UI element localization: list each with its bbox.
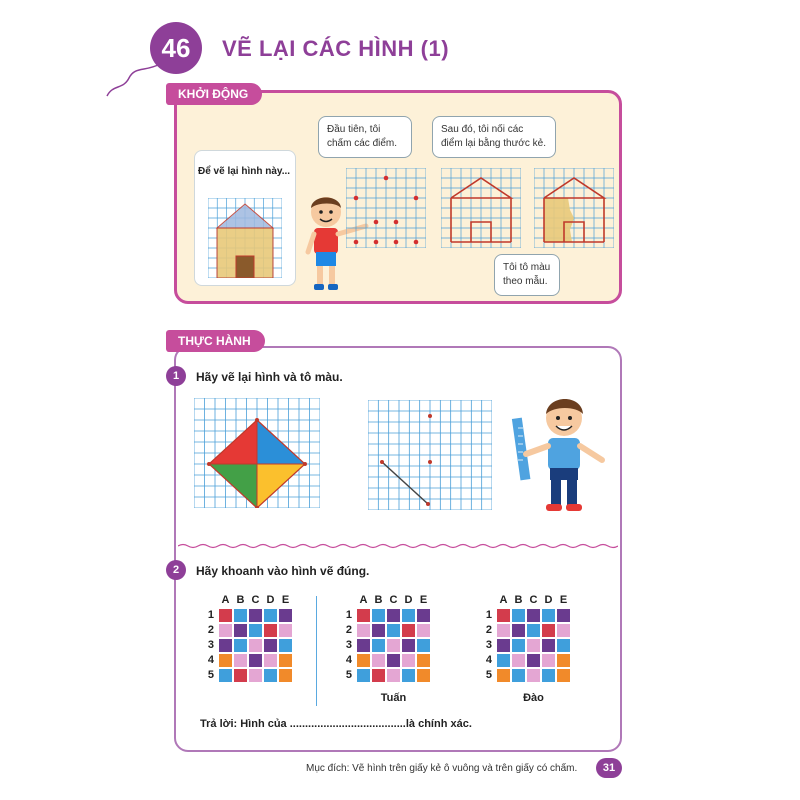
quilt-cell	[496, 623, 511, 638]
quilt-cell	[511, 638, 526, 653]
exercise-2-instruction: Hãy khoanh vào hình vẽ đúng.	[196, 564, 370, 578]
quilt-cell	[218, 653, 233, 668]
quilt-cell	[541, 608, 556, 623]
quilt-cell	[356, 623, 371, 638]
quilt-cell	[401, 638, 416, 653]
quilt-cell	[541, 668, 556, 683]
quilt-pattern-3	[478, 594, 576, 706]
col-label: B	[236, 594, 245, 606]
page-number: 31	[596, 758, 622, 778]
quilt-cell	[541, 638, 556, 653]
practice-tag: THỰC HÀNH	[166, 330, 265, 352]
bubble-connect-step: Sau đó, tôi nối các điểm lại bằng thước kẻ.	[432, 116, 556, 158]
column-labels	[496, 594, 574, 606]
quilt-cell	[386, 653, 401, 668]
quilt-cell	[416, 653, 431, 668]
quilt-cell	[278, 608, 293, 623]
row-label: 4	[207, 654, 214, 666]
balloon-string	[105, 60, 165, 100]
quilt-cell	[556, 623, 571, 638]
col-label: B	[374, 594, 383, 606]
quilt-cell	[496, 668, 511, 683]
section-divider	[178, 543, 618, 549]
quilt-cell	[496, 638, 511, 653]
answer-line[interactable]: Trả lời: Hình của ......................................là chính xác.	[200, 718, 472, 730]
quilt-cell	[263, 623, 278, 638]
quilt-cell	[278, 638, 293, 653]
quilt-cell	[263, 668, 278, 683]
quilt-cell	[401, 623, 416, 638]
row-label: 5	[485, 669, 492, 681]
row-label: 3	[207, 639, 214, 651]
quilt-cell	[218, 608, 233, 623]
warmup-coloring-grid	[534, 168, 614, 248]
col-label: C	[529, 594, 538, 606]
quilt-cell	[401, 653, 416, 668]
quilt-cell	[386, 638, 401, 653]
quilt-cell	[556, 653, 571, 668]
quilt-cell	[233, 653, 248, 668]
quilt-cell	[263, 638, 278, 653]
quilt-grid[interactable]	[218, 608, 293, 683]
quilt-cell	[496, 653, 511, 668]
lesson-number-badge: 46	[150, 22, 202, 74]
quilt-cell	[278, 653, 293, 668]
row-label: 4	[345, 654, 352, 666]
quilt-cell	[511, 668, 526, 683]
row-label: 2	[345, 624, 352, 636]
quilt-cell	[233, 623, 248, 638]
row-label: 1	[485, 609, 492, 621]
quilt-cell	[371, 653, 386, 668]
quilt-owner-name: Tuấn	[380, 692, 407, 704]
row-labels	[478, 608, 492, 684]
row-labels	[338, 608, 352, 684]
col-label: B	[514, 594, 523, 606]
quilt-cell	[386, 668, 401, 683]
quilt-cell	[218, 668, 233, 683]
quilt-pattern-1	[200, 594, 298, 686]
quilt-cell	[401, 608, 416, 623]
column-labels	[218, 594, 296, 606]
quilt-cell	[541, 653, 556, 668]
diamond-practice-grid	[368, 400, 492, 510]
quilt-owner-name: Đào	[523, 692, 544, 704]
col-label: E	[419, 594, 428, 606]
row-label: 2	[485, 624, 492, 636]
quilt-cell	[526, 653, 541, 668]
col-label: E	[281, 594, 290, 606]
quilt-cell	[371, 623, 386, 638]
quilt-cell	[278, 668, 293, 683]
boy-with-ruler-icon	[510, 388, 610, 514]
quilt-cell	[356, 638, 371, 653]
bubble-first-step: Đầu tiên, tôi chấm các điểm.	[318, 116, 412, 158]
row-label: 1	[207, 609, 214, 621]
quilt-cell	[541, 623, 556, 638]
warmup-outline-grid	[441, 168, 521, 248]
row-label: 3	[345, 639, 352, 651]
diamond-model-grid	[194, 398, 320, 508]
quilt-cell	[526, 608, 541, 623]
quilt-cell	[556, 638, 571, 653]
quilt-cell	[356, 668, 371, 683]
exercise-2-number: 2	[166, 560, 186, 580]
quilt-cell	[526, 638, 541, 653]
col-label: A	[499, 594, 508, 606]
quilt-cell	[233, 638, 248, 653]
quilt-cell	[371, 608, 386, 623]
quilt-grid[interactable]	[356, 608, 431, 683]
quilt-cell	[248, 623, 263, 638]
col-label: C	[389, 594, 398, 606]
warmup-dot-grid	[346, 168, 426, 248]
quilt-cell	[248, 668, 263, 683]
row-label: 5	[207, 669, 214, 681]
quilt-cell	[248, 608, 263, 623]
row-label: 5	[345, 669, 352, 681]
exercise-1-instruction: Hãy vẽ lại hình và tô màu.	[196, 370, 343, 384]
quilt-cell	[416, 623, 431, 638]
quilt-cell	[218, 638, 233, 653]
quilt-cell	[356, 653, 371, 668]
row-label: 3	[485, 639, 492, 651]
quilt-grid[interactable]	[496, 608, 571, 683]
col-label: E	[559, 594, 568, 606]
exercise-1-number: 1	[166, 366, 186, 386]
row-label: 4	[485, 654, 492, 666]
col-label: D	[544, 594, 553, 606]
quilt-cell	[263, 608, 278, 623]
row-labels	[200, 608, 214, 684]
quilt-cell	[496, 608, 511, 623]
warmup-intro-text: Để vẽ lại hình này...	[198, 166, 291, 177]
quilt-cell	[263, 653, 278, 668]
col-label: D	[404, 594, 413, 606]
quilt-cell	[556, 608, 571, 623]
quilt-cell	[416, 608, 431, 623]
quilt-cell	[511, 608, 526, 623]
quilt-cell	[248, 653, 263, 668]
quilt-cell	[416, 638, 431, 653]
quilt-pattern-2	[338, 594, 436, 706]
quilt-cell	[371, 638, 386, 653]
lesson-title: VẼ LẠI CÁC HÌNH (1)	[222, 36, 450, 61]
quilt-divider	[316, 596, 317, 706]
quilt-cell	[356, 608, 371, 623]
quilt-cell	[511, 653, 526, 668]
col-label: A	[359, 594, 368, 606]
quilt-cell	[416, 668, 431, 683]
quilt-cell	[278, 623, 293, 638]
column-labels	[356, 594, 434, 606]
quilt-cell	[526, 668, 541, 683]
quilt-cell	[371, 668, 386, 683]
col-label: D	[266, 594, 275, 606]
bubble-color-step: Tôi tô màu theo mẫu.	[494, 254, 560, 296]
quilt-cell	[556, 668, 571, 683]
quilt-cell	[248, 638, 263, 653]
quilt-cell	[233, 668, 248, 683]
quilt-cell	[233, 608, 248, 623]
quilt-cell	[401, 668, 416, 683]
col-label: C	[251, 594, 260, 606]
quilt-cell	[218, 623, 233, 638]
warmup-tag: KHỞI ĐỘNG	[166, 83, 262, 105]
warmup-house-grid	[208, 198, 282, 278]
quilt-cell	[511, 623, 526, 638]
row-label: 1	[345, 609, 352, 621]
quilt-cell	[386, 608, 401, 623]
row-label: 2	[207, 624, 214, 636]
col-label: A	[221, 594, 230, 606]
footer-purpose-text: Mục đích: Vẽ hình trên giấy kẻ ô vuông và trên giấy có chấm.	[306, 763, 578, 774]
quilt-cell	[526, 623, 541, 638]
quilt-cell	[386, 623, 401, 638]
